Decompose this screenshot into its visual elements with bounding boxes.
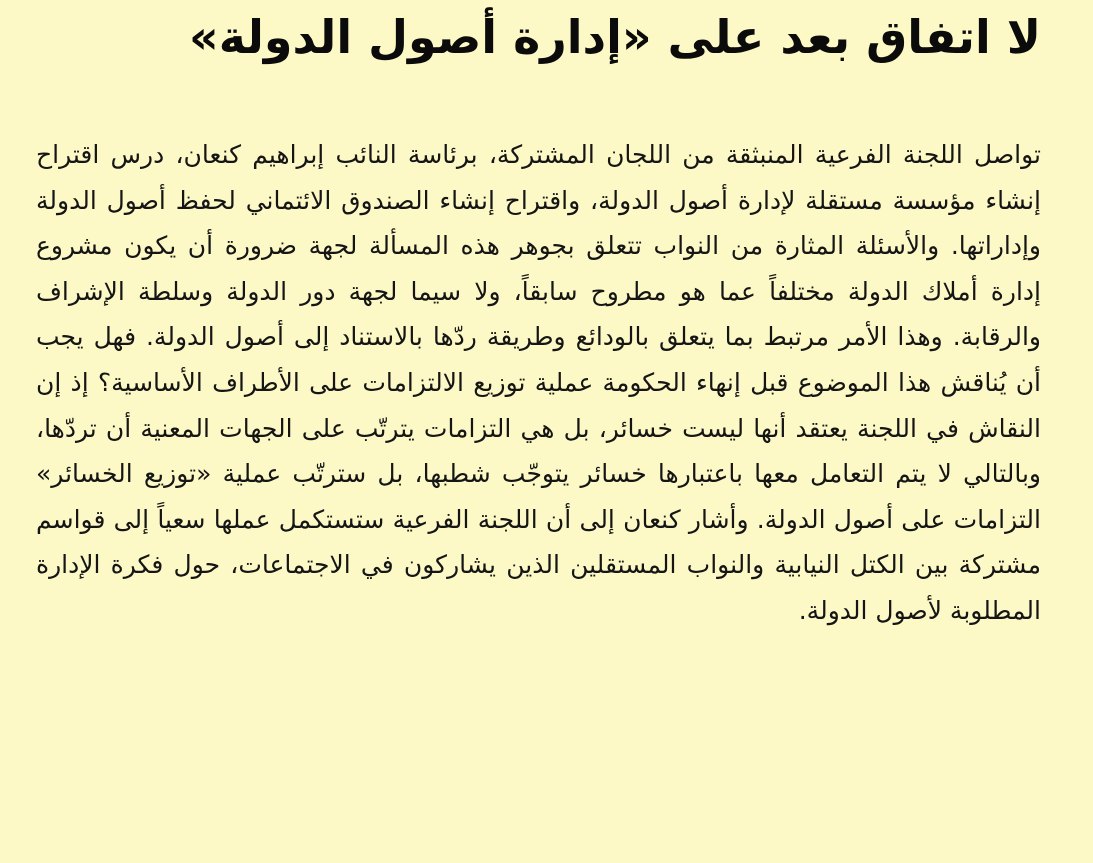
next-article-headline-cutoff [36,826,1057,863]
article-headline: لا اتفاق بعد على «إدارة أصول الدولة» [189,10,1041,64]
article-body: تواصل اللجنة الفرعية المنبثقة من اللجان المشتركة، برئاسة النائب إبراهيم كنعان، درس اقتراح إنشاء مؤسسة مستقلة لإدارة أصول الدولة، واقتراح إنشاء الصندوق الائتماني لحفظ أصول الدولة وإداراتها. والأسئلة المثارة من النواب تتعلق بجوهر هذه المسألة لجهة ضرورة أن يكون مشروع إدارة أملاك الدولة مختلفاً عما هو مطروح سابقاً، ولا سيما لجهة دور الدولة وسلطة الإشراف والرقابة. وهذا الأمر مرتبط بما يتعلق بالودائع وطريقة ردّها بالاستناد إلى أصول الدولة. فهل يجب أن يُناقش هذا الموضوع قبل إنهاء الحكومة عملية توزيع الالتزامات على الأطراف الأساسية؟ إذ إن النقاش في اللجنة يعتقد أنها ليست خسائر، بل هي التزامات يترتّب على الجهات المعنية أن تردّها، وبالتالي لا يتم التعامل معها باعتبارها خسائر يتوجّب شطبها، بل سترتّب عملية «توزيع الخسائر» التزامات على أصول الدولة. وأشار كنعان إلى أن اللجنة الفرعية ستستكمل عملها سعياً إلى قواسم مشتركة بين الكتل النيابية والنواب المستقلين الذين يشاركون في الاجتماعات، حول فكرة الإدارة المطلوبة لأصول الدولة. [36,140,1041,625]
